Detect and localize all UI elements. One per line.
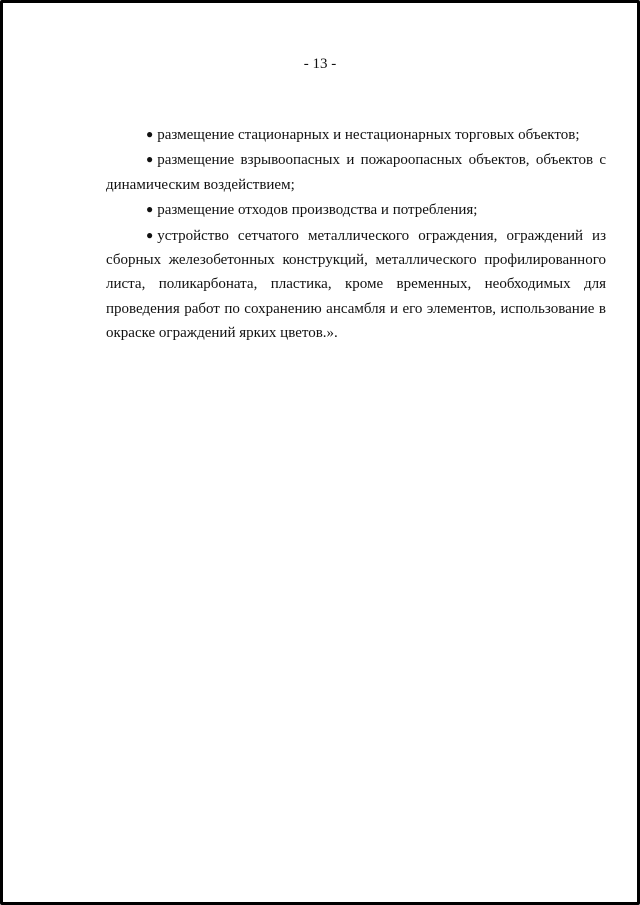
list-item-text: размещение стационарных и нестационарных торговых объектов; <box>157 127 580 143</box>
bullet-icon: ● <box>146 127 154 141</box>
list-item-text: размещение отходов производства и потребления; <box>157 202 478 219</box>
list-item-text: размещение взрывоопасных и пожароопасных объектов, объектов с динамическим воздействием; <box>106 152 606 193</box>
bullet-icon: ● <box>146 202 154 217</box>
list-item <box>106 223 606 346</box>
list-item <box>106 197 606 222</box>
list-item <box>106 122 606 147</box>
page-number: - 13 - <box>303 56 337 72</box>
list-item <box>106 147 606 197</box>
bullet-icon: ● <box>146 227 154 242</box>
bullet-list <box>106 122 606 346</box>
bullet-icon: ● <box>146 152 154 167</box>
list-item-text: устройство сетчатого металлического ограждения, ограждений из сборных железобетонных конструкций, металлического профилированного листа, поликарбоната, пластика, кроме временных, необходимых для проведения работ по сохранению ансамбля и его элементов, использование в окраске ограждений ярких цветов.». <box>106 227 606 342</box>
